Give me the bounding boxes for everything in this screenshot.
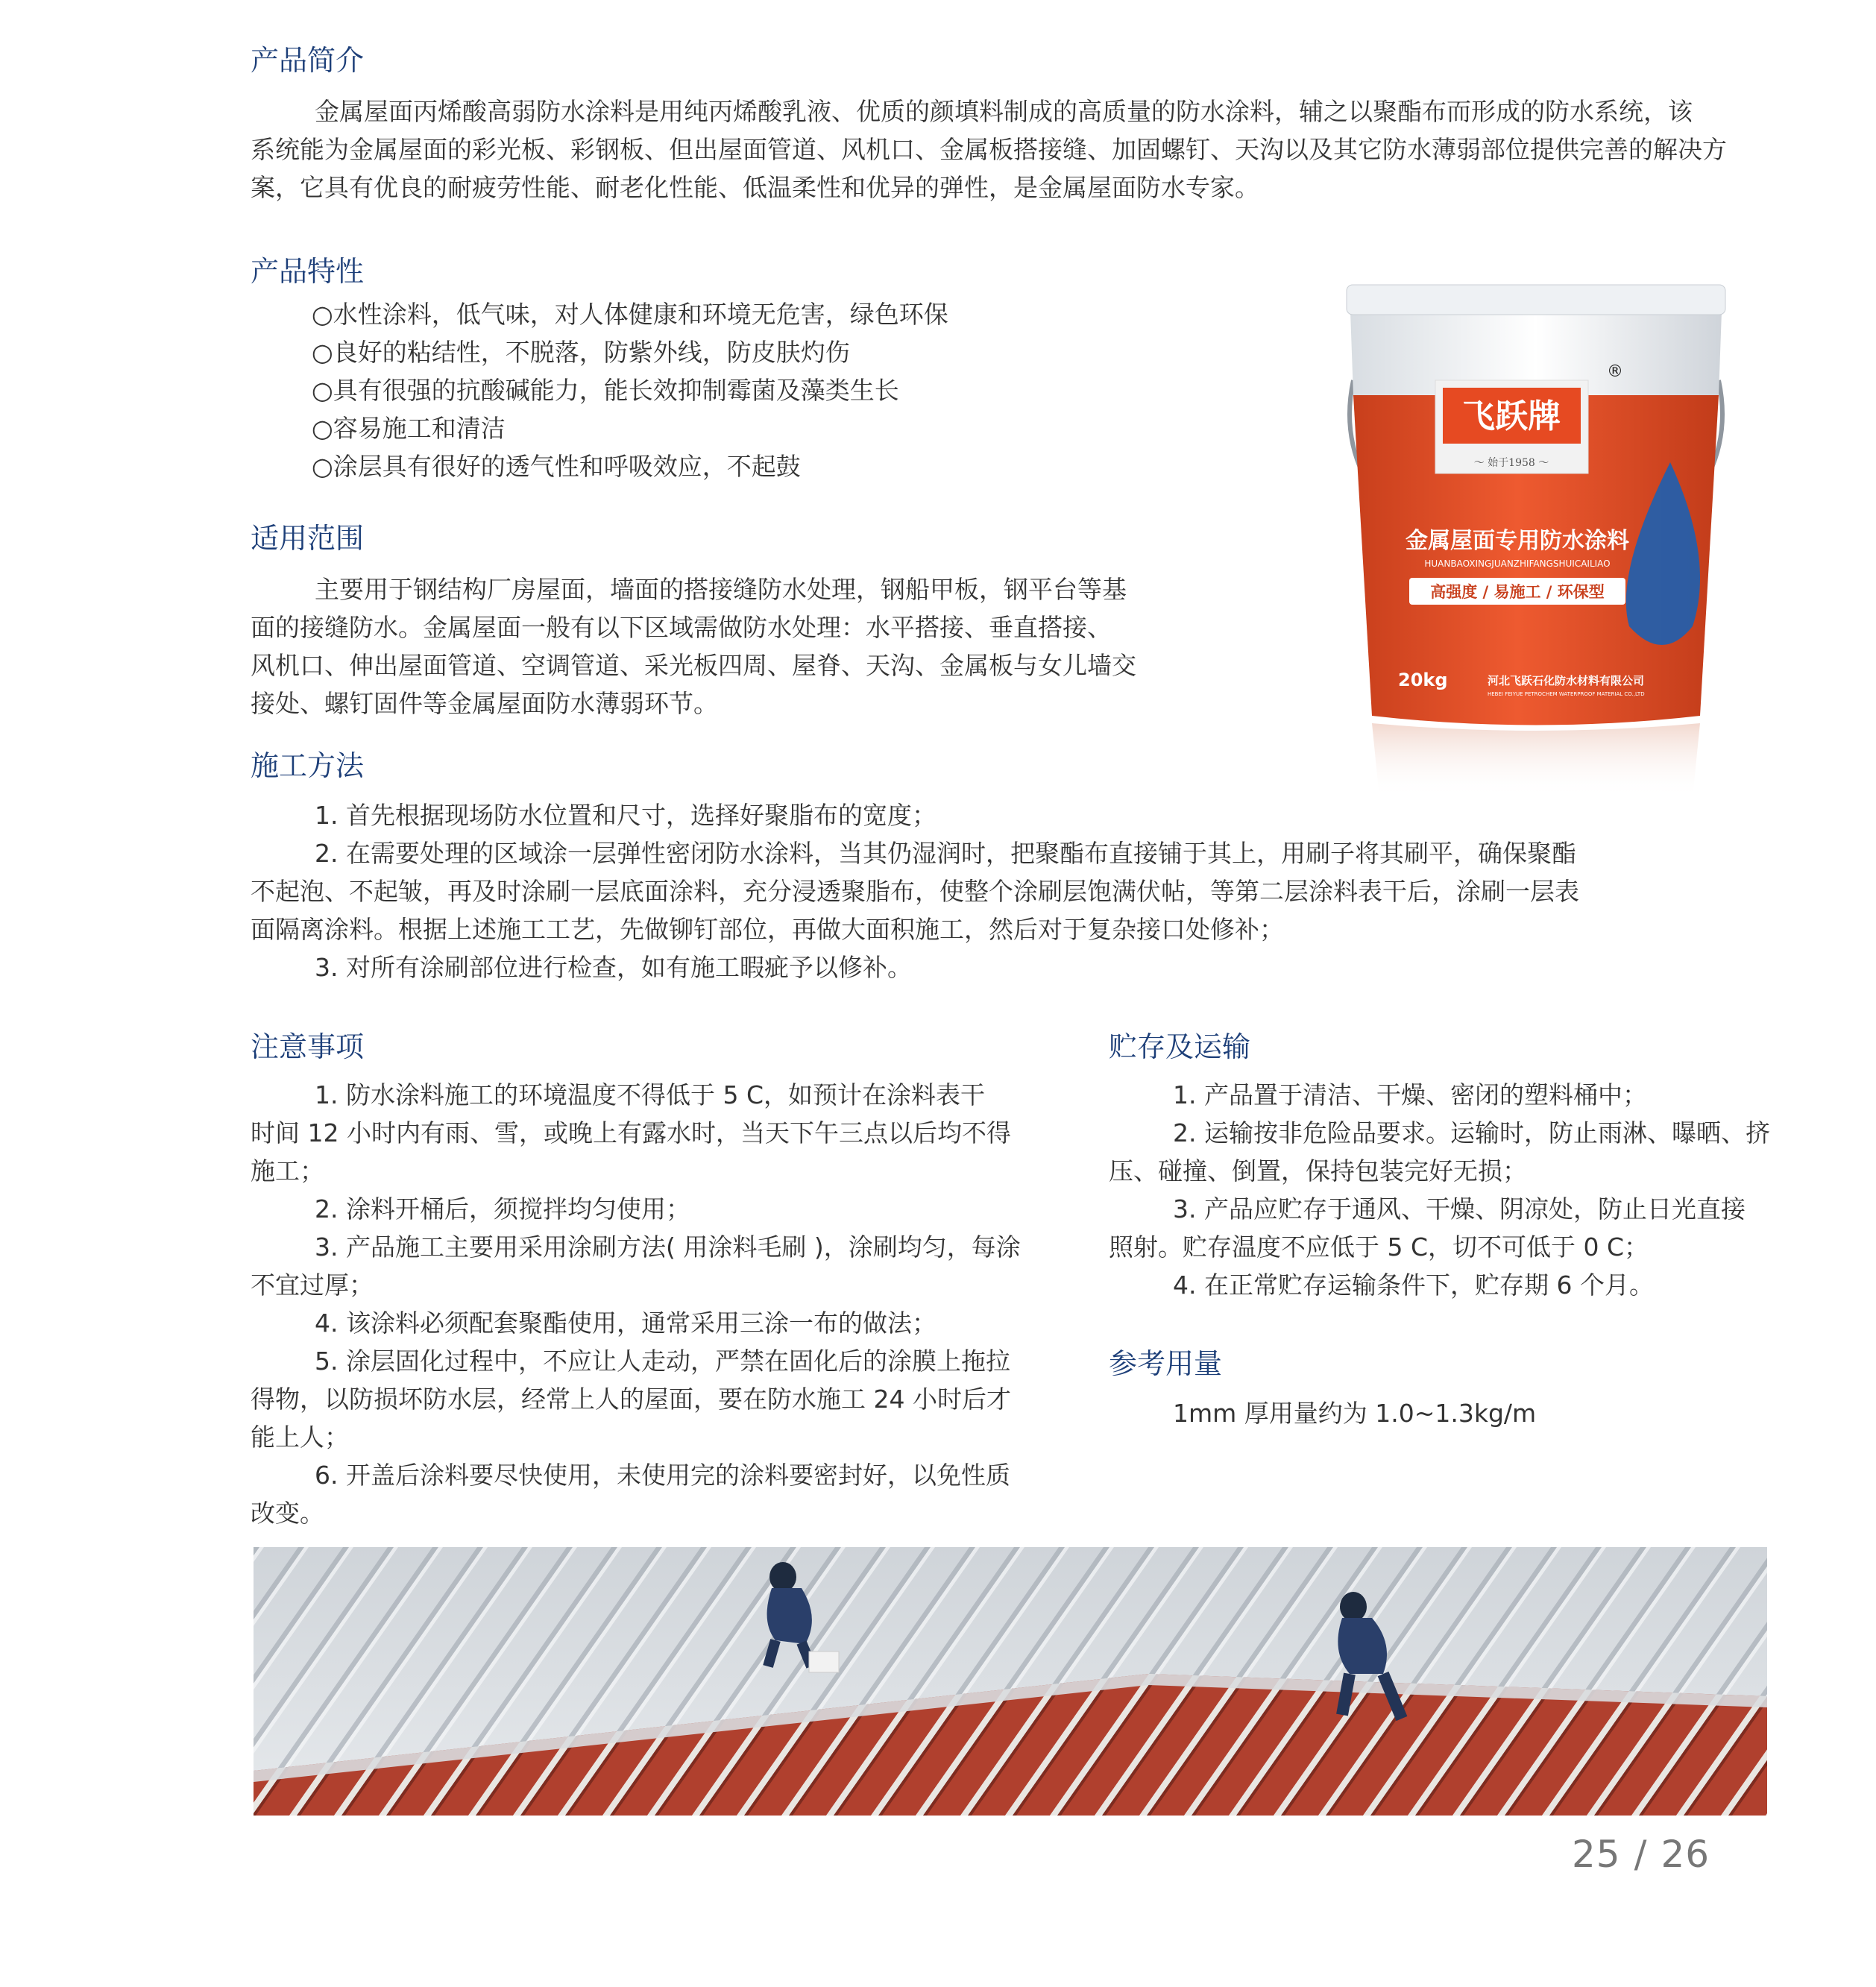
features-list bbox=[312, 295, 948, 485]
notes-line: 施工； bbox=[251, 1156, 324, 1185]
storage-line: 1. 产品置于清洁、干燥、密闭的塑料桶中； bbox=[1173, 1080, 1647, 1109]
page-number: 25 / 26 bbox=[1572, 1833, 1710, 1876]
brand-name: 飞跃牌 bbox=[1462, 397, 1561, 435]
intro-line: 系统能为金属屋面的彩光板、彩钢板、但出屋面管道、风机口、金属板搭接缝、加固螺钉、天沟以及其它防水薄弱部位提供完善的解决方 bbox=[251, 135, 1727, 164]
feature-item: ○容易施工和清洁 bbox=[312, 414, 506, 443]
method-paragraph bbox=[251, 796, 1742, 986]
notes-line: 4. 该涂料必须配套聚酯使用，通常采用三涂一布的做法； bbox=[315, 1309, 937, 1338]
bucket-weight: 20kg bbox=[1398, 670, 1448, 690]
scope-line: 风机口、伸出屋面管道、空调管道、采光板四周、屋脊、天沟、金属板与女儿墙交 bbox=[251, 651, 1136, 680]
storage-line: 2. 运输按非危险品要求。运输时，防止雨淋、曝晒、挤 bbox=[1173, 1118, 1770, 1147]
usage-text: 1mm 厚用量约为 1.0~1.3kg/m bbox=[1173, 1399, 1537, 1428]
notes-line: 5. 涂层固化过程中，不应让人走动，严禁在固化后的涂膜上拖拉 bbox=[315, 1347, 1010, 1376]
brand-since: ～ 始于1958 ～ bbox=[1473, 457, 1549, 469]
feature-item: ○具有很强的抗酸碱能力，能长效抑制霉菌及藻类生长 bbox=[312, 376, 899, 405]
scope-line: 主要用于钢结构厂房屋面，墙面的搭接缝防水处理，钢船甲板，钢平台等基 bbox=[315, 575, 1127, 604]
feature-item: ○良好的粘结性，不脱落，防紫外线，防皮肤灼伤 bbox=[312, 338, 850, 367]
notes-line: 2. 涂料开桶后，须搅拌均匀使用； bbox=[315, 1194, 690, 1224]
page-current: 25 bbox=[1572, 1833, 1621, 1876]
storage-line: 3. 产品应贮存于通风、干燥、阴凉处，防止日光直接 bbox=[1173, 1194, 1746, 1224]
bucket-pinyin: HUANBAOXINGJUANZHIFANGSHUICAILIAO bbox=[1424, 558, 1611, 569]
roof-construction-photo bbox=[254, 1547, 1767, 1816]
method-line: 3. 对所有涂刷部位进行检查，如有施工暇疵予以修补。 bbox=[315, 953, 912, 982]
notes-line: 得物，以防损坏防水层，经常上人的屋面，要在防水施工 24 小时后才 bbox=[251, 1385, 1011, 1414]
page-total: 26 bbox=[1661, 1833, 1710, 1876]
bucket-slogan: 高强度 / 易施工 / 环保型 bbox=[1430, 583, 1605, 601]
method-line: 面隔离涂料。根据上述施工工艺，先做铆钉部位，再做大面积施工，然后对于复杂接口处修补； bbox=[251, 915, 1284, 944]
storage-line: 照射。贮存温度不应低于 5 C，切不可低于 0 C； bbox=[1109, 1232, 1649, 1262]
scope-line: 面的接缝防水。金属屋面一般有以下区域需做防水处理：水平搭接、垂直搭接、 bbox=[251, 613, 1112, 642]
bucket-product-name: 金属屋面专用防水涂料 bbox=[1406, 528, 1629, 554]
notes-line: 3. 产品施工主要用采用涂刷方法( 用涂料毛刷 )，涂刷均匀，每涂 bbox=[315, 1232, 1021, 1262]
notes-line: 1. 防水涂料施工的环境温度不得低于 5 C，如预计在涂料表干 bbox=[315, 1080, 985, 1109]
bucket-maker-en: HEBEI FEIYUE PETROCHEM WATERPROOF MATERIAL CO.,LTD bbox=[1488, 691, 1645, 697]
section-title-storage: 贮存及运输 bbox=[1109, 1030, 1251, 1063]
storage-line: 4. 在正常贮存运输条件下，贮存期 6 个月。 bbox=[1173, 1270, 1654, 1300]
notes-line: 能上人； bbox=[251, 1423, 349, 1452]
storage-line: 压、碰撞、倒置，保持包装完好无损； bbox=[1109, 1156, 1527, 1185]
intro-line: 案，它具有优良的耐疲劳性能、耐老化性能、低温柔性和优异的弹性，是金属屋面防水专家。 bbox=[251, 173, 1259, 202]
notes-line: 时间 12 小时内有雨、雪，或晚上有露水时，当天下午三点以后均不得 bbox=[251, 1118, 1011, 1147]
method-line: 1. 首先根据现场防水位置和尺寸，选择好聚脂布的宽度； bbox=[315, 801, 937, 830]
bucket-reflection bbox=[1372, 723, 1700, 798]
section-title-notes: 注意事项 bbox=[251, 1030, 365, 1063]
intro-paragraph bbox=[251, 92, 1772, 207]
notes-line: 改变。 bbox=[251, 1499, 324, 1528]
feature-item: ○水性涂料，低气味，对人体健康和环境无危害，绿色环保 bbox=[312, 300, 948, 329]
section-title-method: 施工方法 bbox=[251, 749, 365, 782]
scope-paragraph bbox=[251, 570, 1183, 722]
storage-paragraph bbox=[1109, 1076, 1780, 1304]
section-title-intro: 产品简介 bbox=[251, 44, 365, 77]
section-title-scope: 适用范围 bbox=[251, 522, 365, 555]
product-bucket-image bbox=[1342, 276, 1730, 805]
feature-item: ○涂层具有很好的透气性和呼吸效应，不起鼓 bbox=[312, 452, 801, 481]
method-line: 不起泡、不起皱，再及时涂刷一层底面涂料，充分浸透聚脂布，使整个涂刷层饱满伏帖，等第二层涂料表干后，涂刷一层表 bbox=[251, 877, 1579, 906]
method-line: 2. 在需要处理的区域涂一层弹性密闭防水涂料，当其仍湿润时，把聚酯布直接铺于其上，用刷子将其刷平，确保聚酯 bbox=[315, 839, 1576, 868]
scope-line: 接处、螺钉固件等金属屋面防水薄弱环节。 bbox=[251, 689, 718, 718]
intro-line: 金属屋面丙烯酸高弱防水涂料是用纯丙烯酸乳液、优质的颜填料制成的高质量的防水涂料，辅之以聚酯布而形成的防水系统，该 bbox=[315, 97, 1693, 126]
section-title-usage: 参考用量 bbox=[1109, 1347, 1223, 1380]
registered-mark: ® bbox=[1607, 362, 1623, 381]
notes-line: 6. 开盖后涂料要尽快使用，未使用完的涂料要密封好，以免性质 bbox=[315, 1461, 1010, 1490]
bucket-maker: 河北飞跃石化防水材料有限公司 bbox=[1488, 674, 1645, 687]
notes-line: 不宜过厚； bbox=[251, 1270, 374, 1300]
notes-paragraph bbox=[251, 1076, 1071, 1532]
section-title-features: 产品特性 bbox=[251, 255, 365, 288]
